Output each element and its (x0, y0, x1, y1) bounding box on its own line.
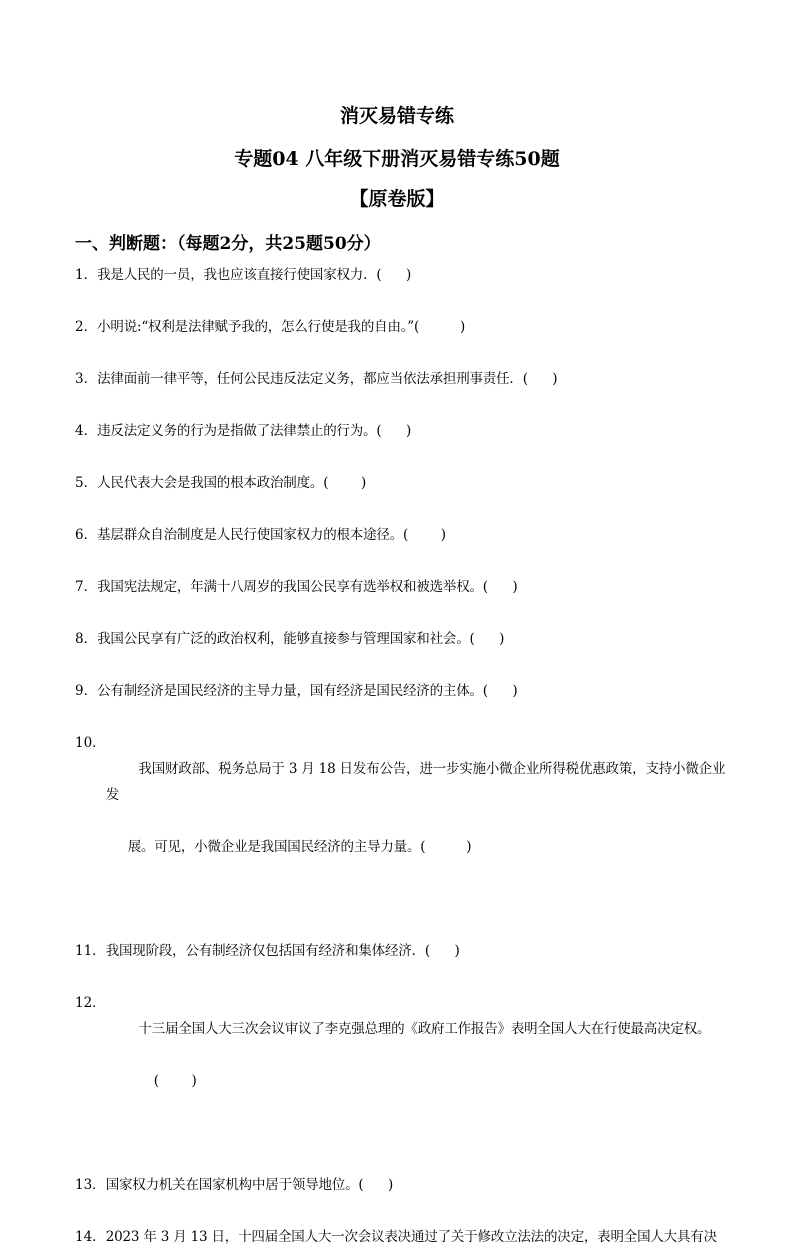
question-item (75, 522, 735, 548)
document-title: 消灭易错专练 (339, 105, 454, 127)
question-item (75, 1172, 735, 1198)
question-text: 基层群众自治制度是人民行使国家权力的根本途径。( ) (97, 527, 446, 543)
question-number: 7． (75, 579, 98, 595)
question-item (75, 366, 735, 392)
section-heading: 一、判断题：（每题2分，共25题50分） (75, 234, 381, 254)
question-text: 法律面前一律平等，任何公民违反法定义务，都应当依法承担刑事责任．( ) (97, 371, 558, 387)
question-text-continuation: ( ) (153, 1073, 197, 1089)
question-number: 6． (75, 527, 98, 543)
question-text: 2023 年 3 月 13 日，十四届全国人大一次会议表决通过了关于修改立法法的决定，表明全国人大具有决 (105, 1229, 717, 1245)
question-text-line: 我国财政部、税务总局于 3 月 18 日发布公告，进一步实施小微企业所得税优惠政策，支持小微企业发 (105, 761, 726, 803)
question-text: 违反法定义务的行为是指做了法律禁止的行为。( ) (97, 423, 412, 439)
question-number: 9． (75, 683, 98, 699)
question-item (75, 314, 735, 340)
question-text: 我国宪法规定，年满十八周岁的我国公民享有选举权和被选举权。( ) (97, 579, 518, 595)
question-number: 3． (75, 371, 98, 387)
question-number: 5． (75, 475, 98, 491)
question-number: 14． (75, 1229, 106, 1245)
question-item (75, 678, 735, 704)
question-number: 2． (75, 319, 98, 335)
question-item (75, 470, 735, 496)
question-text: 我是人民的一员，我也应该直接行使国家权力．( ) (97, 267, 412, 283)
question-item (75, 730, 735, 912)
question-number: 11． (75, 943, 106, 959)
question-item (75, 574, 735, 600)
question-item (75, 626, 735, 652)
question-text: 小明说:“权利是法律赋予我的，怎么行使是我的自由。”( ) (97, 319, 466, 335)
question-item (75, 262, 735, 288)
question-number: 1． (75, 267, 98, 283)
question-text-continuation: 展。可见，小微企业是我国国民经济的主导力量。( ) (127, 839, 472, 855)
question-number: 12． (75, 995, 106, 1011)
question-number: 13． (75, 1177, 106, 1193)
question-number: 4． (75, 423, 98, 439)
question-text: 人民代表大会是我国的根本政治制度。( ) (97, 475, 367, 491)
question-item (75, 418, 735, 444)
question-text: 公有制经济是国民经济的主导力量，国有经济是国民经济的主体。( ) (97, 683, 518, 699)
document-subtitle: 专题04 八年级下册消灭易错专练50题 (234, 148, 560, 170)
question-item (75, 938, 735, 964)
question-number: 10． (75, 735, 106, 751)
question-text: 国家权力机关在国家机构中居于领导地位。( ) (105, 1177, 394, 1193)
question-number: 8． (75, 631, 98, 647)
question-text-line: 十三届全国人大三次会议审议了李克强总理的《政府工作报告》表明全国人大在行使最高决定权。 (138, 1021, 711, 1037)
document-version: 【原卷版】 (349, 188, 445, 210)
question-item (75, 1224, 735, 1250)
question-text: 我国公民享有广泛的政治权利，能够直接参与管理国家和社会。( ) (97, 631, 505, 647)
question-text: 我国现阶段，公有制经济仅包括国有经济和集体经济．( ) (105, 943, 460, 959)
question-text (106, 730, 735, 912)
question-list (75, 262, 735, 1250)
